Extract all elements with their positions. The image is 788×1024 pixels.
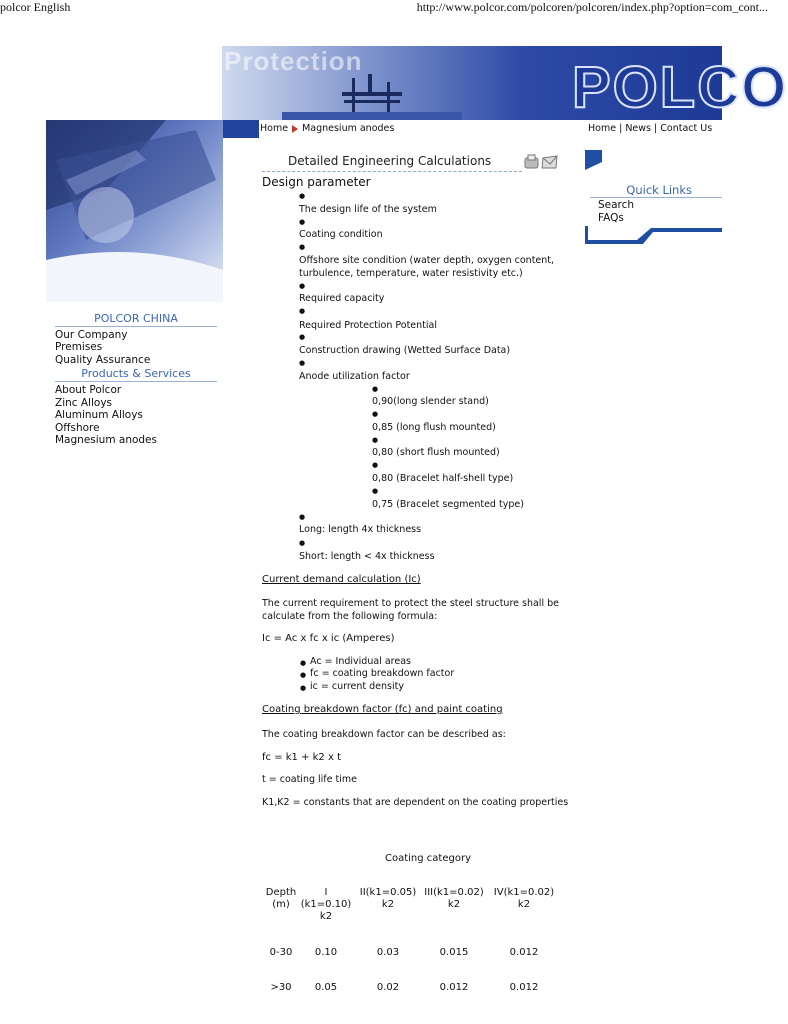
sub-bullet-dot: ● [372,487,379,495]
sub-bullet-dot: ● [372,385,379,393]
bullet-anode-utilization: Anode utilization factor [299,371,410,382]
design-parameter-heading: Design parameter [262,175,371,189]
bullet-dot: ● [299,282,306,290]
table-header-cat3-line2: k2 [447,899,461,910]
sub-bullet-short-flush: 0,80 (short flush mounted) [372,447,500,458]
bullet-offshore-site-cont: turbulence, temperature, water resistivity etc.) [299,268,523,279]
t-definition: t = coating life time [262,774,357,785]
table-cell: 0.012 [509,982,539,993]
table-cell: 0.02 [376,982,400,993]
breadcrumb-arrow-icon [292,125,298,133]
table-cell: 0.012 [439,982,469,993]
coating-breakdown-para: The coating breakdown factor can be described as: [262,729,506,740]
sidebar-item-offshore[interactable]: Offshore [55,421,100,434]
table-cell: 0.10 [314,947,338,958]
current-demand-para-line1: The current requirement to protect the steel structure shall be [262,598,559,609]
header-banner [222,46,788,120]
note-short: Short: length < 4x thickness [299,551,435,562]
breadcrumb-home-link[interactable]: Home [260,123,289,134]
sub-bullet-dot: ● [372,410,379,418]
sub-bullet-bracelet-segmented: 0,75 (Bracelet segmented type) [372,499,524,510]
collage-graphic [46,120,223,302]
industrial-collage-image [46,120,223,302]
sidebar-item-premises[interactable]: Premises [55,341,103,354]
table-cell: 0.05 [314,982,338,993]
bullet-dot: ● [300,684,307,692]
sidebar-item-aluminum-alloys[interactable]: Aluminum Alloys [55,409,143,422]
bullet-required-capacity: Required capacity [299,293,385,304]
breadcrumb-current: Magnesium anodes [302,123,395,134]
bullet-dot: ● [299,539,306,547]
table-header-cat2 [352,887,424,911]
ic-formula: Ic = Ac x fc x ic (Amperes) [262,633,395,644]
nav-separator: | [619,123,623,134]
quick-links-list [598,199,634,224]
current-demand-para-line2: calculate from the following formula: [262,611,438,622]
table-cell: 0.03 [376,947,400,958]
bullet-dot: ● [299,513,306,521]
table-header-depth-line2: (m) [272,899,290,910]
quick-links-top-accent [585,150,602,170]
fc-formula: fc = k1 + k2 x t [262,752,341,763]
table-header-cat2-line1: II(k1=0.05) [359,887,417,898]
nav-home-link[interactable]: Home [588,123,617,134]
bullet-protection-potential: Required Protection Potential [299,320,438,331]
quick-links-bottom-accent [585,226,722,244]
bullet-dot: ● [299,359,306,367]
sidebar-item-our-company[interactable]: Our Company [55,328,128,341]
bullet-dot: ● [300,671,307,679]
table-header-cat4-line2: k2 [517,899,531,910]
ic-item-fc: fc = coating breakdown factor [310,668,455,679]
table-header-cat3 [418,887,490,911]
page-url: http://www.polcor.com/polcoren/polcoren/index.php?option=com_cont... [416,0,768,14]
quick-link-search[interactable]: Search [598,199,635,211]
table-cell: 0.012 [509,947,539,958]
bullet-dot: ● [299,192,306,200]
sidebar-item-magnesium-anodes[interactable]: Magnesium anodes [55,434,157,447]
sidebar-item-about-polcor[interactable]: About Polcor [55,383,122,396]
quick-link-faqs[interactable]: FAQs [598,211,624,224]
table-caption: Coating category [385,853,471,864]
k-definition: K1,K2 = constants that are dependent on the coating properties [262,797,569,808]
sidebar-item-zinc-alloys[interactable]: Zinc Alloys [55,396,113,409]
bullet-offshore-site: Offshore site condition (water depth, oxygen content, [299,255,555,266]
bullet-coating-condition: Coating condition [299,229,383,240]
top-nav [588,123,712,134]
table-header-cat1-line3: k2 [319,911,333,922]
table-header-cat4-line1: IV(k1=0.02) [493,887,555,898]
bullet-construction-drawing: Construction drawing (Wetted Surface Data) [299,345,511,356]
sub-bullet-dot: ● [372,436,379,444]
nav-separator: | [654,123,658,134]
table-cell: 0.015 [439,947,469,958]
sidebar-heading-products-services: Products & Services [55,368,217,382]
breadcrumb [260,123,394,134]
article-title: Detailed Engineering Calculations [262,154,522,172]
note-long: Long: length 4x thickness [299,524,422,535]
sidebar-heading-polcor-china: POLCOR CHINA [55,313,217,327]
nav-contact-link[interactable]: Contact Us [660,123,713,134]
bullet-dot: ● [299,307,306,315]
quick-links-title: Quick Links [590,183,722,198]
offshore-rig-icon [282,74,462,120]
ic-item-ic: ic = current density [310,681,404,692]
table-cell: 0-30 [269,947,293,958]
coating-breakdown-heading: Coating breakdown factor (fc) and paint coating [262,704,503,715]
bullet-dot: ● [299,243,306,251]
table-header-cat3-line1: III(k1=0.02) [424,887,484,898]
table-header-cat1-line2: (k1=0.10) [300,899,352,910]
bullet-design-life: The design life of the system [299,204,437,215]
sidebar-item-quality-assurance[interactable]: Quality Assurance [55,353,151,366]
sub-bullet-dot: ● [372,461,379,469]
print-email-icons[interactable] [524,154,558,170]
banner-protection-text: Protection [224,46,363,76]
sub-bullet-bracelet-half: 0,80 (Bracelet half-shell type) [372,473,514,484]
sidebar [55,313,217,447]
sub-bullet-long-flush: 0,85 (long flush mounted) [372,422,496,433]
banner-corner-accent [223,120,259,138]
ic-item-ac: Ac = Individual areas [310,656,411,667]
page-title: polcor English [0,0,71,14]
polcor-logo[interactable]: POLCO [572,55,788,120]
current-demand-heading: Current demand calculation (Ic) [262,574,421,585]
table-cell: >30 [270,982,292,993]
bullet-dot: ● [300,659,307,667]
bullet-dot: ● [299,218,306,226]
table-header-cat2-line2: k2 [381,899,395,910]
table-header-cat4 [488,887,560,911]
table-header-depth-line1: Depth [265,887,297,898]
sub-bullet-long-slender: 0,90(long slender stand) [372,396,489,407]
nav-news-link[interactable]: News [625,123,651,134]
table-header-cat1-line1: I [324,887,328,898]
table-header-cat1 [296,887,356,923]
bullet-dot: ● [299,333,306,341]
